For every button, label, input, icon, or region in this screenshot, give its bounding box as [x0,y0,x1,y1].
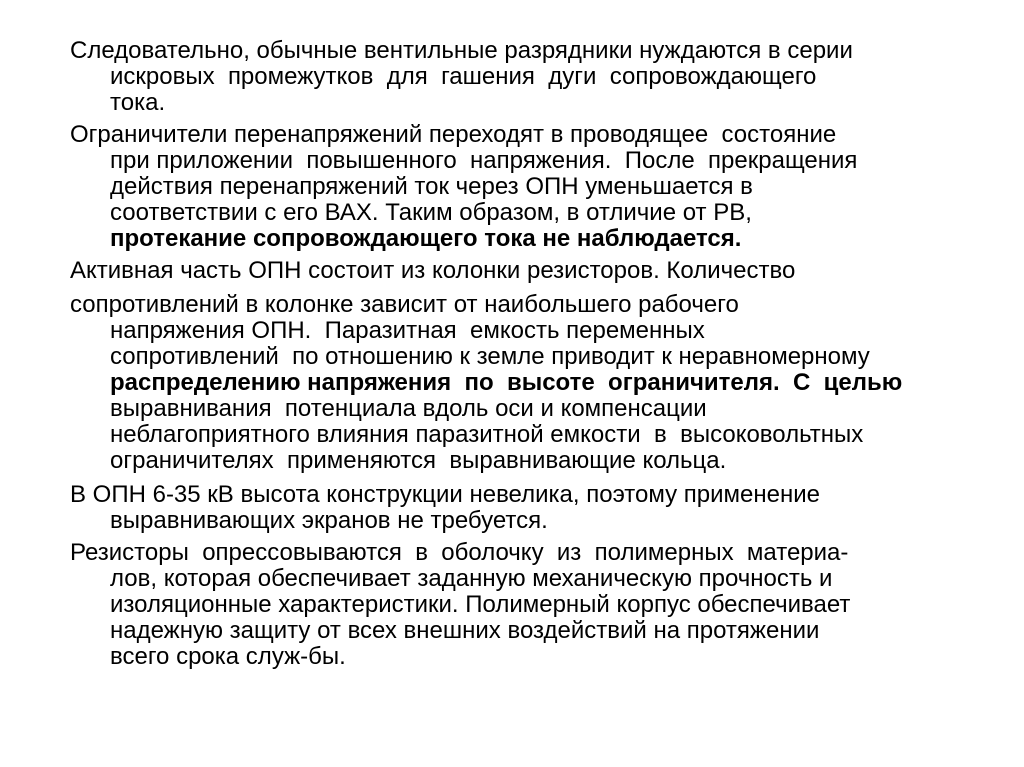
text-line: тока. [110,89,166,116]
text-line: выравнивающих экранов не требуется. [110,507,548,534]
paragraph-4 [70,292,902,474]
paragraph-1 [70,38,853,116]
text-line: соответствии с его ВАХ. Таким образом, в отличие от РВ, [110,199,752,226]
paragraph-2 [70,122,857,252]
text-line: Активная часть ОПН состоит из колонки резисторов. Количество [70,257,796,284]
text-line: Ограничители перенапряжений переходят в проводящее состояние [70,121,837,148]
text-line: напряжения ОПН. Паразитная емкость переменных [110,317,705,344]
text-line-emphasis: распределению напряжения по высоте ограничителя. С целью [110,369,903,396]
text-line: искровых промежутков для гашения дуги сопровождающего [110,63,817,90]
text-line: сопротивлений в колонке зависит от наибольшего рабочего [70,291,739,318]
paragraph-6 [70,540,850,670]
text-line: В ОПН 6-35 кВ высота конструкции невелика, поэтому применение [70,481,820,508]
text-line: неблагоприятного влияния паразитной емкости в высоковольтных [110,421,864,448]
paragraph-3 [70,258,795,284]
text-line: действия перенапряжений ток через ОПН уменьшается в [110,173,753,200]
text-line: Следовательно, обычные вентильные разрядники нуждаются в серии [70,37,853,64]
text-line: выравнивания потенциала вдоль оси и компенсации [110,395,707,422]
paragraph-5 [70,482,820,534]
text-line: всего срока служ-бы. [110,643,346,670]
text-line: лов, которая обеспечивает заданную механическую прочность и [110,565,833,592]
text-line: надежную защиту от всех внешних воздействий на протяжении [110,617,820,644]
text-line: ограничителях применяются выравнивающие кольца. [110,447,727,474]
text-line: Резисторы опрессовываются в оболочку из полимерных материа- [70,539,849,566]
text-line: при приложении повышенного напряжения. После прекращения [110,147,858,174]
text-line: сопротивлений по отношению к земле приводит к неравномерному [110,343,870,370]
text-line: изоляционные характеристики. Полимерный корпус обеспечивает [110,591,851,618]
text-line-emphasis: протекание сопровождающего тока не наблюдается. [110,225,742,252]
